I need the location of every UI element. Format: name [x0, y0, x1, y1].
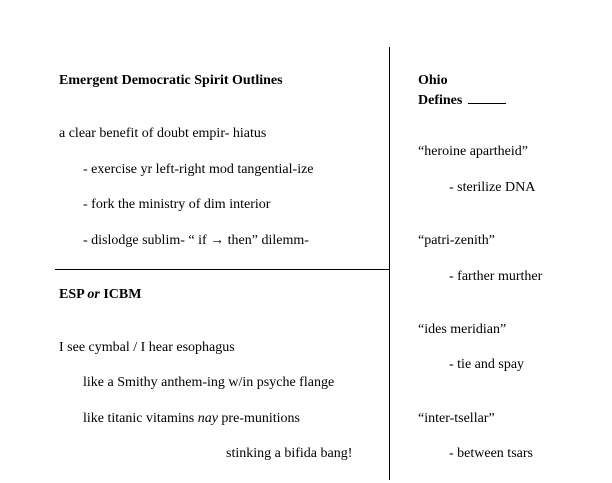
entry-term-1: “heroine apartheid” — [418, 144, 528, 159]
vertical-divider — [389, 47, 390, 480]
section1-line-1: a clear benefit of doubt empir- hiatus — [59, 126, 267, 141]
section1-line-4: - dislodge sublim- “ if → then” dilemm- — [83, 233, 309, 248]
entry-definition-2: - farther murther — [449, 269, 543, 284]
entry-term-2: “patri-zenith” — [418, 233, 495, 248]
section2-title-part2: ICBM — [99, 287, 142, 302]
section2-title — [59, 287, 141, 303]
right-title-line-1: Ohio — [418, 73, 448, 88]
section1-line-2: - exercise yr left-right mod tangential-ize — [83, 162, 314, 177]
section2-line-4: stinking a bifida bang! — [226, 446, 353, 461]
section2-line-3-part1: like titanic vitamins — [83, 411, 198, 426]
fill-in-blank — [468, 91, 506, 104]
section2-title-italic: or — [87, 287, 100, 302]
section1-title: Emergent Democratic Spirit Outlines — [59, 73, 283, 88]
entry-term-3: “ides meridian” — [418, 322, 507, 337]
entry-definition-1: - sterilize DNA — [449, 180, 536, 195]
right-title-line-2 — [418, 91, 506, 109]
entry-definition-3: - tie and spay — [449, 357, 525, 372]
section2-line-3-italic: nay — [197, 411, 218, 426]
horizontal-divider — [55, 269, 389, 270]
right-title-defines: Defines — [418, 93, 466, 108]
section2-line-1: I see cymbal / I hear esophagus — [59, 340, 235, 355]
section2-line-2: like a Smithy anthem-ing w/in psyche flange — [83, 375, 335, 390]
section2-title-part1: ESP — [59, 287, 88, 302]
section1-line-3: - fork the ministry of dim interior — [83, 197, 271, 212]
entry-definition-4: - between tsars — [449, 446, 533, 461]
section2-line-3-part2: pre-munitions — [217, 411, 300, 426]
entry-term-4: “inter-tsellar” — [418, 411, 495, 426]
section2-line-3 — [83, 411, 300, 427]
